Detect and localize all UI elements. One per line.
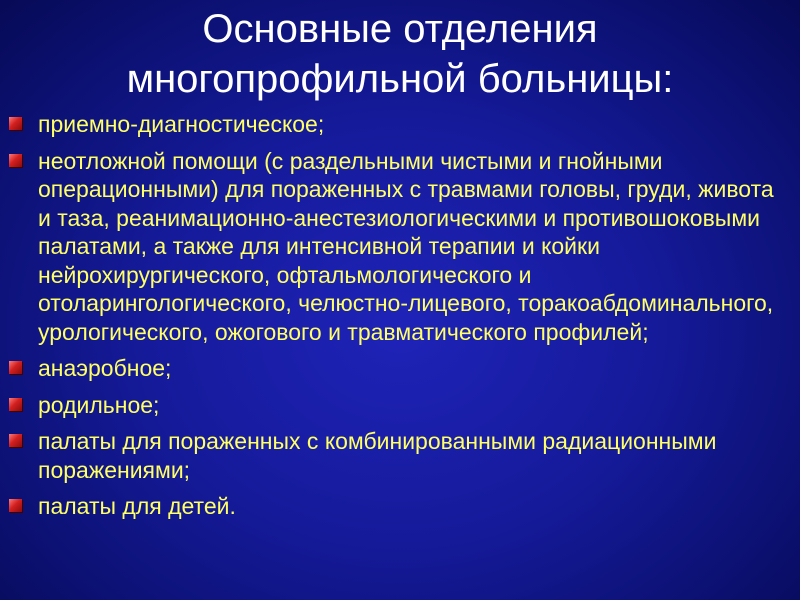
list-item-text: неотложной помощи (с раздельными чистыми и гнойными операционными) для пораженных с травмами головы, груди, живота и таза, реанимационно-анестезиологическими и противошоковыми палатами, а также для интенсивной терапии и койки нейрохирургического, офтальмологического и отоларингологического, челюстно-лицевого, торакоабдоминального, урологического, ожогового и травматического профилей;	[38, 147, 774, 345]
slide-title	[40, 4, 760, 104]
square-bullet-icon	[9, 434, 22, 447]
list-item	[0, 427, 790, 484]
list-item-text: приемно-диагностическое;	[38, 111, 325, 137]
square-bullet-icon	[9, 499, 22, 512]
list-item	[0, 147, 790, 347]
department-list	[0, 110, 790, 529]
list-item-text: родильное;	[38, 391, 160, 418]
square-bullet-icon	[9, 154, 22, 167]
list-item	[0, 354, 790, 383]
list-item-text: анаэробное;	[38, 355, 172, 381]
list-item-text: палаты для пораженных с комбинированными радиационными поражениями;	[38, 428, 717, 483]
slide-title-line-2: многопрофильной больницы:	[126, 57, 674, 101]
square-bullet-icon	[9, 398, 22, 411]
square-bullet-icon	[9, 361, 22, 374]
square-bullet-icon	[9, 117, 22, 130]
slide-title-line-1: Основные отделения	[202, 7, 598, 51]
list-item	[0, 492, 790, 521]
list-item-text: палаты для детей.	[38, 493, 236, 519]
list-item	[0, 110, 790, 139]
list-item	[0, 391, 790, 420]
